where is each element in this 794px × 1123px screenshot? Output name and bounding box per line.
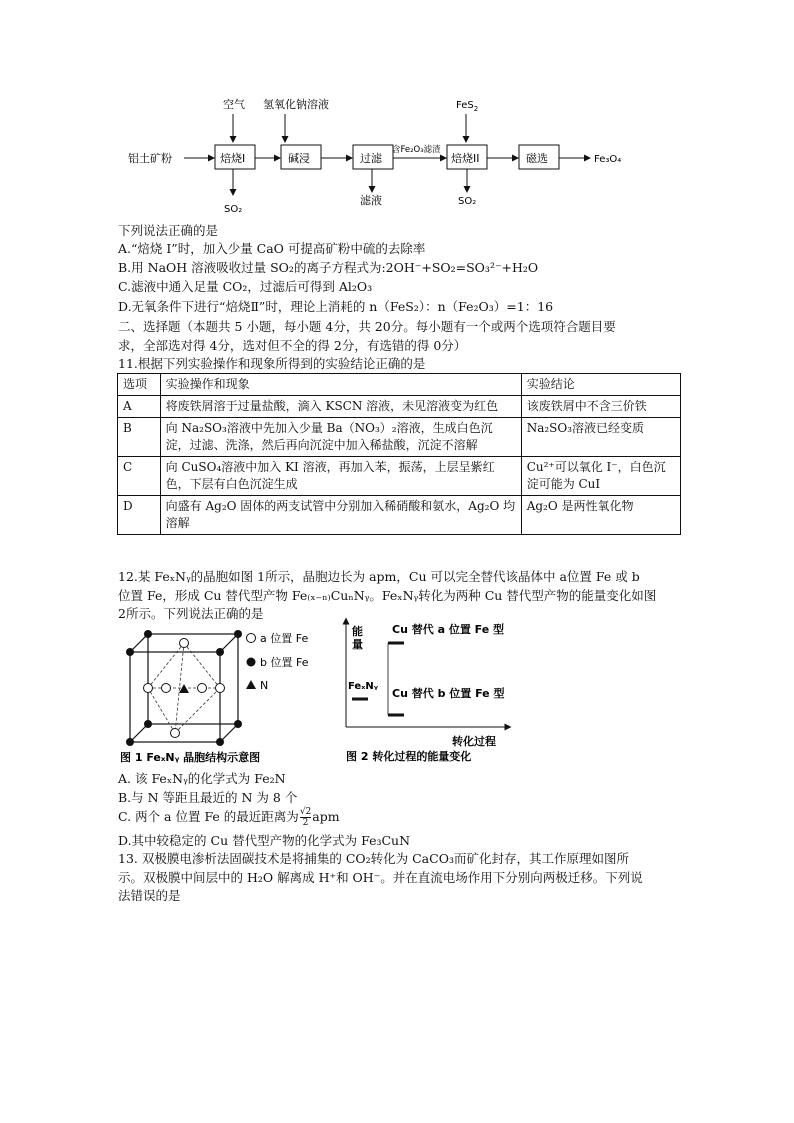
- q10-option-d: D.无氧条件下进行“焙烧Ⅱ”时，理论上消耗的 n（FeS₂）：n（Fe₂O₃）=1：16: [118, 299, 554, 314]
- table-row: [118, 457, 681, 496]
- process-flow-diagram: [118, 92, 638, 222]
- q13-stem-line3: 法错误的是: [118, 888, 181, 903]
- table-row: [118, 418, 681, 457]
- table-cell-option: A: [118, 396, 161, 418]
- table-cell-option: D: [118, 496, 161, 535]
- q12-option-d: D.其中较稳定的 Cu 替代型产物的化学式为 Fe₃CuN: [118, 833, 411, 848]
- figure2-xlabel: 转化过程: [452, 735, 496, 748]
- flow-step-alkali: 碱浸: [288, 152, 310, 165]
- q12-stem-line2: 位置 Fe，形成 Cu 替代型产物 Fe₍ₓ₋ₙ₎CuₙNᵧ。FeₓNᵧ转化为两种 Cu 替代型产物的能量变化如图: [118, 588, 657, 603]
- flow-output-so2-1: SO₂: [224, 204, 243, 215]
- q11-stem: 11.根据下列实验操作和现象所得到的实验结论正确的是: [118, 356, 426, 371]
- figure2-level-a-label: Cu 替代 a 位置 Fe 型: [392, 623, 505, 636]
- flow-step-roast2: 焙烧II: [451, 152, 480, 165]
- table-cell-conclusion: Na₂SO₃溶液已经变质: [521, 418, 680, 457]
- table-cell-conclusion: 该废铁屑中不含三价铁: [521, 396, 680, 418]
- flow-step-roast1: 焙烧I: [220, 152, 246, 165]
- q12-stem-line3: 2所示。下列说法正确的是: [118, 606, 264, 621]
- q12-option-c-unit: apm: [312, 809, 340, 824]
- table-cell-option: C: [118, 457, 161, 496]
- table-row: [118, 496, 681, 535]
- flow-start: 铝土矿粉: [128, 152, 172, 165]
- table-cell-conclusion: Cu²⁺可以氧化 I⁻，白色沉淀可能为 CuI: [521, 457, 680, 496]
- table-cell-operation: 向 Na₂SO₃溶液中先加入少量 Ba（NO₃）₂溶液，生成白色沉淀，过滤、洗涤，然后再向沉淀中加入稀盐酸，沉淀不溶解: [160, 418, 521, 457]
- figure2-start-label: FeₓNᵧ: [348, 681, 378, 692]
- fraction-denominator: 2: [302, 818, 309, 828]
- q12-option-c: [118, 807, 340, 828]
- figure1-legend-b: b 位置 Fe: [260, 656, 309, 669]
- q10-stem: 下列说法正确的是: [118, 223, 219, 238]
- figure1-crystal-cell: [118, 622, 338, 767]
- q11-table: [117, 373, 681, 535]
- q12-option-a: A. 该 FeₓNᵧ的化学式为 Fe₂N: [118, 771, 286, 786]
- figure2-energy-diagram: [340, 617, 520, 767]
- table-cell-operation: 向 CuSO₄溶液中加入 KI 溶液，再加入苯，振荡，上层呈紫红色，下层有白色沉淀生成: [160, 457, 521, 496]
- table-cell-option: B: [118, 418, 161, 457]
- flow-output-filtrate: 滤液: [360, 194, 382, 207]
- fraction-numerator: √2: [299, 807, 312, 817]
- flow-input-air: 空气: [223, 98, 245, 111]
- figure1-caption: 图 1 FeₓNᵧ 晶胞结构示意图: [120, 751, 261, 764]
- table-header-row: [118, 374, 681, 396]
- section2-instruction-line1: 二、选择题（本题共 5 小题，每小题 4分，共 20分。每小题有一个或两个选项符合题目要: [118, 319, 616, 334]
- q13-stem-line1: 13. 双极膜电渗析法固碳技术是将捕集的 CO₂转化为 CaCO₃而矿化封存，其工作原理如图所: [118, 851, 629, 866]
- table-header-cell: 选项: [118, 374, 161, 396]
- flow-step-magnetic: 磁选: [526, 152, 548, 165]
- figure1-legend-a: a 位置 Fe: [260, 632, 309, 645]
- fraction: [300, 807, 311, 828]
- flow-step-filter: 过滤: [360, 152, 382, 165]
- q12-option-c-text: C. 两个 a 位置 Fe 的最近距离为: [118, 809, 299, 824]
- table-cell-conclusion: Ag₂O 是两性氧化物: [521, 496, 680, 535]
- flow-output-so2-2: SO₂: [458, 196, 477, 207]
- table-header-cell: 实验操作和现象: [160, 374, 521, 396]
- table-cell-operation: 向盛有 Ag₂O 固体的两支试管中分别加入稀硝酸和氨水，Ag₂O 均溶解: [160, 496, 521, 535]
- figure2-ylabel-1: 能: [352, 625, 363, 638]
- figure2-ylabel-2: 量: [352, 638, 363, 651]
- q12-option-b: B.与 N 等距且最近的 N 为 8 个: [118, 790, 298, 805]
- table-cell-operation: 将废铁屑溶于过量盐酸，滴入 KSCN 溶液，未见溶液变为红色: [160, 396, 521, 418]
- q10-option-b: B.用 NaOH 溶液吸收过量 SO₂的离子方程式为:2OH⁻+SO₂=SO₃²⁻+H₂O: [118, 260, 539, 275]
- q10-option-a: A.“焙烧 I”时，加入少量 CaO 可提高矿粉中硫的去除率: [118, 241, 426, 256]
- flow-input-naoh: 氢氧化钠溶液: [263, 98, 329, 111]
- figure2-level-b-label: Cu 替代 b 位置 Fe 型: [392, 687, 505, 700]
- q10-option-c: C.滤液中通入足量 CO₂，过滤后可得到 Al₂O₃: [118, 279, 373, 294]
- table-row: [118, 396, 681, 418]
- q13-stem-line2: 示。双极膜中间层中的 H₂O 解离成 H⁺和 OH⁻。并在直流电场作用下分别向两极迁移。下列说: [118, 870, 643, 885]
- figure2-caption: 图 2 转化过程的能量变化: [346, 750, 472, 763]
- flow-input-fes2: FeS$_2$: [456, 100, 479, 113]
- table-header-cell: 实验结论: [521, 374, 680, 396]
- section2-instruction-line2: 求，全部选对得 4分，选对但不全的得 2分，有选错的得 0分）: [118, 338, 467, 353]
- flow-product: Fe₃O₄: [594, 154, 622, 165]
- flow-arrow-label: 含Fe₂O₃滤渣: [392, 145, 441, 155]
- figure1-legend-n: N: [260, 679, 269, 692]
- q12-stem-line1: 12.某 FeₓNᵧ的晶胞如图 1所示，晶胞边长为 apm，Cu 可以完全替代该晶体中 a位置 Fe 或 b: [118, 569, 640, 584]
